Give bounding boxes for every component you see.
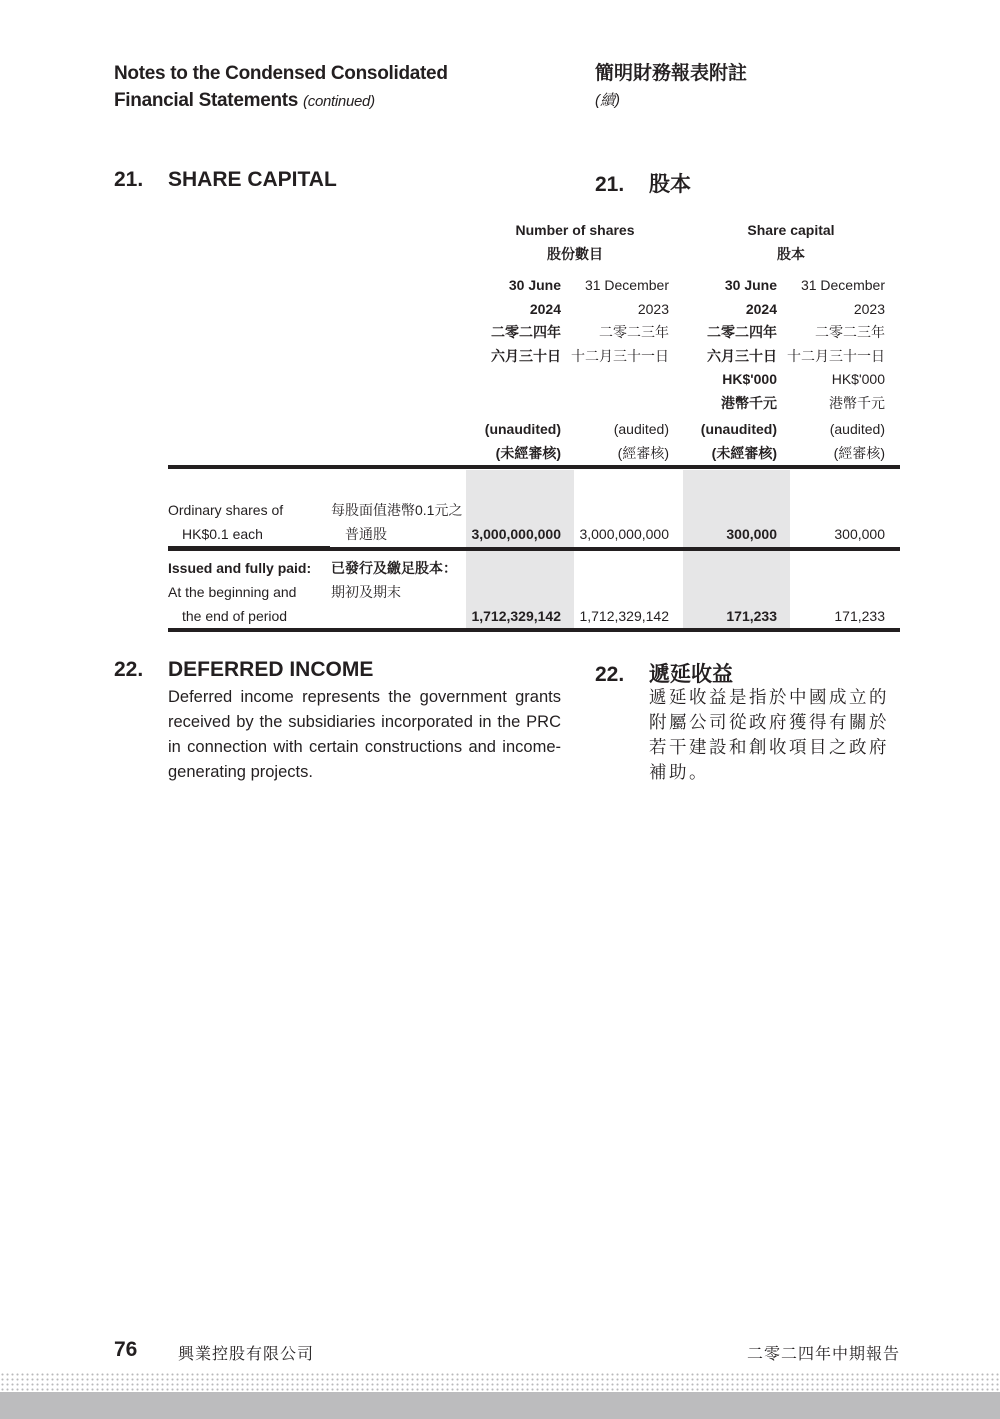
header-title-zh bbox=[595, 60, 747, 114]
footer-company: 興業控股有限公司 bbox=[178, 1346, 315, 1363]
row-label-line: the end of period bbox=[182, 608, 288, 624]
col-status-shares-2023 bbox=[549, 418, 669, 465]
col-status-en: (audited) bbox=[613, 421, 669, 437]
row-label-line: 期初及期末 bbox=[331, 584, 401, 600]
table-mid-rule bbox=[168, 547, 900, 551]
col-year-zh: 二零二三年 bbox=[815, 324, 885, 340]
row-ordinary-shares-label-zh bbox=[331, 498, 462, 546]
cell-value: 3,000,000,000 bbox=[471, 526, 561, 542]
footer-band bbox=[0, 1392, 1000, 1419]
col-year-zh: 二零二三年 bbox=[599, 324, 669, 340]
col-status-en: (audited) bbox=[829, 421, 885, 437]
cell-value: 1,712,329,142 bbox=[579, 608, 669, 624]
section-21-title-en: SHARE CAPITAL bbox=[168, 168, 337, 191]
cell-value: 1,712,329,142 bbox=[471, 608, 561, 624]
col-year-zh: 二零二四年 bbox=[491, 324, 561, 340]
col-date-zh: 十二月三十一日 bbox=[571, 347, 669, 364]
col-year-zh: 二零二四年 bbox=[707, 324, 777, 340]
col-unit-en: HK$'000 bbox=[831, 371, 885, 387]
row-heading: 已發行及繳足股本： bbox=[331, 560, 457, 576]
group-capital-zh: 股本 bbox=[777, 245, 805, 262]
cell-value: 171,233 bbox=[726, 608, 777, 624]
section-22-heading-en bbox=[114, 658, 373, 682]
row-label-line: At the beginning and bbox=[168, 584, 297, 600]
col-year: 2023 bbox=[637, 300, 669, 317]
section-21-number-zh: 21. bbox=[595, 173, 625, 196]
row-label-line: HK$0.1 each bbox=[182, 526, 263, 542]
section-22-title-zh: 遞延收益 bbox=[649, 663, 733, 686]
group-shares-zh: 股份數目 bbox=[547, 245, 603, 262]
col-status-shares-2024 bbox=[441, 418, 561, 465]
group-shares-en: Number of shares bbox=[515, 222, 635, 238]
col-status-zh: (未經審核) bbox=[495, 444, 561, 461]
page-number: 76 bbox=[114, 1338, 138, 1361]
table-bottom-rule bbox=[168, 628, 900, 632]
row-ordinary-shares-label-en bbox=[168, 498, 283, 546]
section-22-heading-zh bbox=[595, 658, 733, 688]
section-22-body-en: Deferred income represents the government grants received by the subsidiaries incorporated in the PRC in connection with certain constructions and income-generating projects. bbox=[168, 688, 561, 781]
col-status-en: (unaudited) bbox=[484, 421, 561, 437]
col-header-capital-2023 bbox=[765, 274, 885, 415]
group-capital-en: Share capital bbox=[747, 222, 835, 238]
row-issued-label-en bbox=[168, 556, 311, 628]
header-continued-en: (continued) bbox=[303, 93, 375, 110]
col-date-en: 30 June bbox=[508, 277, 561, 293]
section-22-number-en: 22. bbox=[114, 658, 144, 681]
col-status-en: (unaudited) bbox=[700, 421, 777, 437]
section-21-heading-zh bbox=[595, 168, 691, 198]
row-label-line: Ordinary shares of bbox=[168, 502, 284, 518]
col-unit-zh: 港幣千元 bbox=[829, 394, 885, 411]
header-title-en-line2: Financial Statements bbox=[114, 90, 299, 111]
row-issued-label-zh bbox=[331, 556, 457, 604]
cell-value: 300,000 bbox=[834, 526, 885, 542]
col-header-capital-2024 bbox=[657, 274, 777, 415]
group-share-capital bbox=[706, 219, 876, 266]
col-header-shares-2024 bbox=[441, 274, 561, 368]
cell-value: 171,233 bbox=[834, 608, 885, 624]
col-year: 2024 bbox=[529, 300, 561, 317]
header-title-en bbox=[114, 60, 448, 115]
row-label-line: 每股面值港幣0.1元之 bbox=[331, 502, 463, 518]
col-date-zh: 六月三十日 bbox=[491, 347, 561, 364]
table-label-rule bbox=[168, 546, 330, 547]
col-date-zh: 六月三十日 bbox=[707, 347, 777, 364]
header-continued-zh: (續) bbox=[595, 92, 620, 109]
row-label-line: 普通股 bbox=[345, 526, 387, 542]
col-header-shares-2023 bbox=[549, 274, 669, 368]
col-date-en: 31 December bbox=[584, 277, 669, 293]
cell-value: 3,000,000,000 bbox=[579, 526, 669, 542]
col-unit-en: HK$'000 bbox=[722, 371, 777, 387]
col-date-en: 30 June bbox=[724, 277, 777, 293]
col-year: 2023 bbox=[853, 300, 885, 317]
header-title-zh-text: 簡明財務報表附註 bbox=[595, 63, 748, 84]
section-22-body-zh: 遞延收益是指於中國成立的附屬公司從政府獲得有關於若干建設和創收項目之政府補助。 bbox=[649, 687, 889, 782]
cell-value: 300,000 bbox=[726, 526, 777, 542]
section-22-number-zh: 22. bbox=[595, 663, 625, 686]
col-status-zh: (經審核) bbox=[833, 444, 885, 461]
col-year: 2024 bbox=[745, 300, 777, 317]
col-status-capital-2023 bbox=[765, 418, 885, 465]
footer-report-title: 二零二四年中期報告 bbox=[746, 1346, 900, 1363]
section-21-title-zh: 股本 bbox=[649, 173, 691, 196]
table-top-rule bbox=[168, 465, 900, 469]
footer-dot-pattern bbox=[0, 1372, 1000, 1392]
col-status-zh: (未經審核) bbox=[711, 444, 777, 461]
header-title-en-line1: Notes to the Condensed Consolidated bbox=[114, 63, 448, 84]
col-status-zh: (經審核) bbox=[617, 444, 669, 461]
section-22-title-en: DEFERRED INCOME bbox=[168, 658, 374, 681]
col-date-zh: 十二月三十一日 bbox=[787, 347, 885, 364]
col-date-en: 31 December bbox=[800, 277, 885, 293]
col-status-capital-2024 bbox=[657, 418, 777, 465]
col-unit-zh: 港幣千元 bbox=[721, 394, 777, 411]
group-number-of-shares bbox=[490, 219, 660, 266]
section-21-number-en: 21. bbox=[114, 168, 144, 191]
section-21-heading-en bbox=[114, 168, 337, 192]
row-heading: Issued and fully paid: bbox=[168, 560, 312, 576]
